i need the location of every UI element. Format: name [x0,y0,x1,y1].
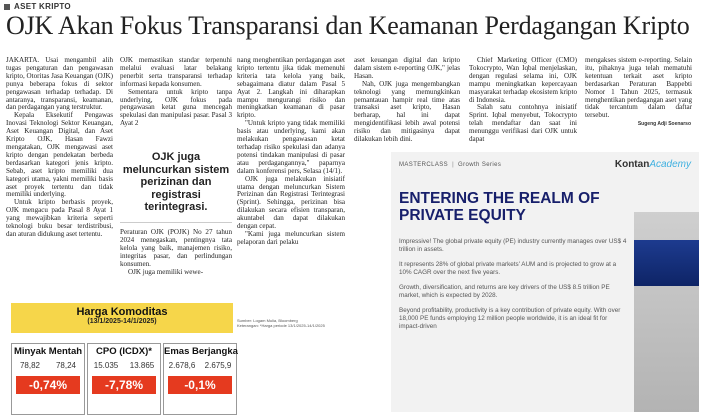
commodity-date: (13/1/2025-14/1/2025) [87,318,157,325]
article-column-2-bottom [120,229,232,299]
commodity-change: -0,74% [16,376,80,394]
ad-body [399,238,627,338]
paragraph: OJK juga memiliki wewe- [128,267,204,276]
credit-line-1: Sumber: Logam Mulia, Bloomberg [237,318,298,323]
paragraph: OJK memastikan standar terpenuhi melalui evaluasi latar belakang penerbit serta transparansi terhadap informasi kepada konsumen. [120,57,232,88]
commodity-change: -7,78% [92,376,156,394]
paragraph: OJK juga melakukan inisiatif utama dengan meluncurkan Sistem Perizinan dan Registrasi Terintegrasi (Sprint). Sehingga, perizinan bisa dilakukan secara efisien transparan, akuntabel dan dapat dilakukan dengan cepat. [237,174,345,231]
presenter-badge [634,240,699,286]
ad-label: MASTERCLASS [399,162,449,168]
article-column-3 [237,57,345,300]
article-column-2-top [120,57,232,147]
article-column-6 [585,57,692,119]
commodity-value-start: 15.035 [93,361,119,370]
paragraph: Kepala Eksekutif Pengawas Inovasi Teknologi Sektor Keuangan, Aset Keuangan Digital, dan Aset Kripto OJK, Hasan Fawzi mengatakan, OJK mengawasi aset kripto dengan pendekatan berbeda berdasarkan kategori jenis kripto. Sebab, aset kripto memiliki dua kategori utama, yakni memiliki basis aset proyek tertentu dan tidak memiliki underlying. [6,111,113,199]
article-column-5 [469,57,577,152]
paragraph: nang menghentikan perdagangan aset kripto tertentu jika tidak memenuhi kriteria tata kelola yang baik, sebagaimana diatur dalam Pasal 5 Ayat 2. Langkah ini diharapkan mampu mengurangi risiko dan meningkatkan keamanan di pasar kripto. [237,57,345,120]
masterclass-advertisement[interactable] [391,152,699,412]
kontan-academy-logo [615,159,691,170]
article-headline: OJK Akan Fokus Transparansi dan Keamanan Perdagangan Kripto [6,11,690,40]
ad-paragraph: It represents 28% of global private markets' AUM and is projected to grow at a 10% CAGR over the next five years. [399,261,617,276]
commodity-values [88,361,160,370]
source-credit [237,318,347,328]
commodity-change: -0,1% [168,376,232,394]
commodity-title: Harga Komoditas [76,306,168,318]
kicker-square-icon [4,4,10,10]
commodity-name: Emas Berjangka [164,346,238,357]
commodity-card-gold [163,343,237,415]
ad-series: Growth Series [458,162,502,168]
commodity-name: Minyak Mentah [13,346,83,357]
commodity-value-start: 2.678,6 [168,361,196,370]
ad-paragraph: Growth, diversification, and returns are key drivers of the US$ 8.5 trillion PE market, which is expected by 2028. [399,284,610,299]
ad-paragraph: Beyond profitability, productivity is a key contribution of private equity. With over 18,000 PE funds employing 12 million people worldwide, it is an ideal fit for impact-driven [399,307,621,330]
kicker-label: ASET KRIPTO [14,2,71,11]
credit-line-2: Keterangan: *Harga periode 13/1/2025-14/1/2025 [237,323,325,328]
commodity-value-end: 13.865 [129,361,155,370]
pull-quote: OJK juga meluncurkan sistem perizinan dan registrasi terintegrasi. [120,151,232,223]
paragraph: Salah satu contohnya inisiatif Sprint. Iqbal menyebut, Tokocrypto telah mendaftar dan saat ini menunggu verifikasi dari OJK untuk dapat [469,103,577,144]
paragraph: "Kami juga meluncurkan sistem pelaporan dari pelaku [237,229,345,246]
commodity-value-end: 2.675,9 [204,361,232,370]
commodity-name: CPO (ICDX)* [96,346,152,357]
logo-suffix: Academy [649,159,691,170]
article-column-4 [354,57,460,152]
section-kicker [4,2,71,11]
paragraph: Untuk kripto berbasis proyek, OJK mengacu pada Pasal 8 Ayat 1 yang mewajibkan kriteria seperti teknologi buku besar terdistribusi, dan aturan didukung aset tertentu. [6,198,113,238]
commodity-header [11,303,233,333]
commodity-value-start: 78,82 [19,361,41,370]
paragraph: mengakses sistem e-reporting. Selain itu, pihaknya juga telah mematuhi ketentuan terkait aset kripto berdasarkan Peraturan Bappebti Nomor 1 Tahun 2025, termasuk menghentikan perdagangan aset yang tidak tercantum dalam daftar tersebut. [585,57,692,119]
paragraph: "Untuk kripto yang tidak memiliki basis atau underlying, kami akan melakukan pengawasan ketat terhadap risiko spekulasi dan adanya potensi tindakan manipulasi di pasar atau perdagangannya," paparnya dalam konferensi pers, Selasa (14/1). [237,119,345,175]
commodity-card-cpo [87,343,161,415]
commodity-value-end: 78,24 [55,361,77,370]
ad-title: ENTERING THE REALM OF PRIVATE EQUITY [399,190,600,224]
paragraph: Peraturan OJK (POJK) No 27 tahun 2024 menegaskan, pentingnya tata kelola yang baik, manajemen risiko, integritas pasar, dan perlindungan konsumen. [120,229,232,268]
commodity-values [164,361,236,370]
paragraph: Chief Marketing Officer (CMO) Tokocrypto, Wan Iqbal menjelaskan, dengan regulasi selama ini, OJK mampu meningkatkan kepercayaan masyarakat terhadap ekosistem kripto di Indonesia. [469,57,577,104]
commodity-values [12,361,84,370]
paragraph: JAKARTA. Usai mengambil alih tugas pengaturan dan pengawasan kripto, Otoritas Jasa Keuangan (OJK) punya beberapa fokus di sektor pengawasan terhadap terhadap. Di antaranya, transparansi, keamanan, dan perdagangan yang terstruktur. [6,57,113,112]
paragraph: Nah, OJK juga mengembangkan teknologi yang memungkinkan pemantauan hampir real time atas transaksi aset kripto, Hasan berharap, hal ini dapat mengidentifikasi lebih awal potensi risiko dan mitigasinya dapat dilakukan lebih dini. [354,79,460,144]
paragraph: Sementara untuk kripto tanpa underlying, OJK fokus pada pengawasan ketat guna mencegah spekulasi dan manipulasi pasar. Pasal 3 Ayat 2 [120,87,232,128]
ad-header: MASTERCLASS | Growth Series [399,162,502,168]
logo-main: Kontan [614,159,650,170]
article-author: Sugeng Adji Soenarso [637,121,691,127]
commodity-card-oil [11,343,85,415]
ad-paragraph: Impressive! The global private equity (PE) industry currently manages over US$ 4 trillion in assets. [399,238,627,253]
paragraph: aset keuangan digital dan kripto dalam sistem e-reporting OJK," jelas Hasan. [354,57,460,80]
article-column-1 [6,57,113,300]
